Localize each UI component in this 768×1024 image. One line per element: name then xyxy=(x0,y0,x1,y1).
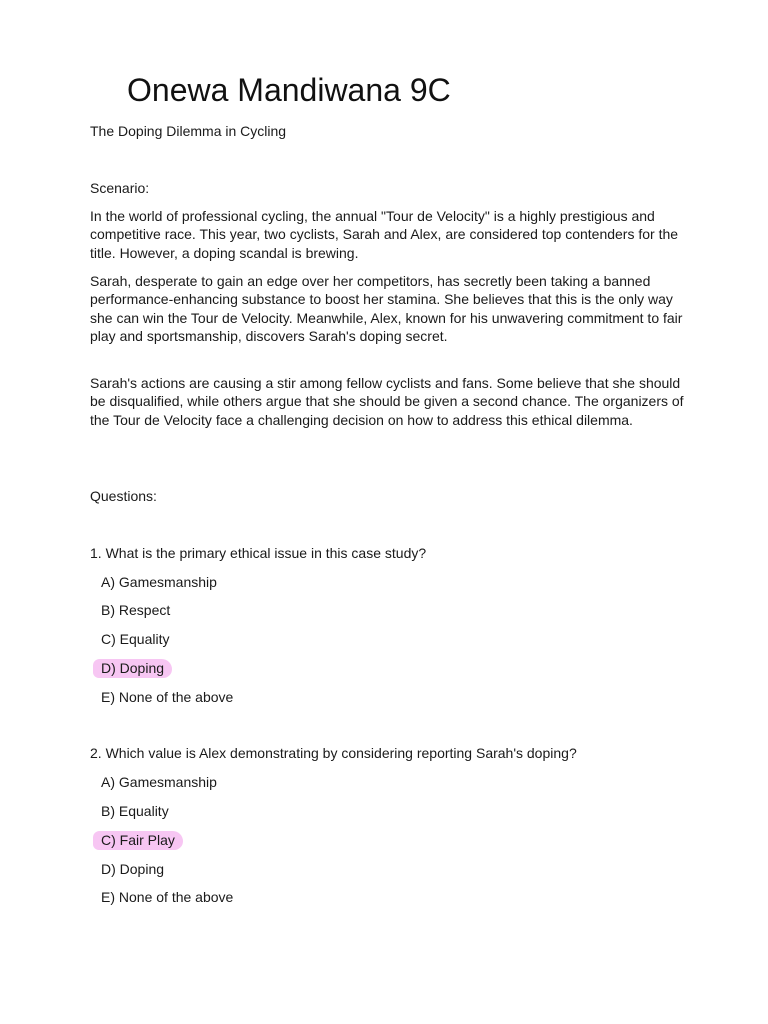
question-1-option-c xyxy=(101,629,169,649)
scenario-paragraph: Sarah's actions are causing a stir among fellow cyclists and fans. Some believe that she should be disqualified, while others argue that she should be given a second chance. The organizers of the Tour de Velocity face a challenging decision on how to address this ethical dilemma. xyxy=(90,375,684,428)
option-label: A) Gamesmanship xyxy=(101,574,217,590)
question-2-option-e xyxy=(101,887,233,907)
option-label: B) Respect xyxy=(101,602,171,618)
option-label: D) Doping xyxy=(101,861,165,877)
questions-label: Questions: xyxy=(90,488,157,504)
option-label: B) Equality xyxy=(101,803,169,819)
highlighted-answer: C) Fair Play xyxy=(93,831,183,850)
question-1-option-d xyxy=(101,658,172,678)
question-1-option-a xyxy=(101,572,217,592)
student-name-heading: Onewa Mandiwana 9C xyxy=(127,72,451,108)
question-2-option-a xyxy=(101,772,217,792)
option-label: E) None of the above xyxy=(101,689,234,705)
question-2-option-d xyxy=(101,859,164,879)
question-1-option-b xyxy=(101,600,170,620)
option-label: A) Gamesmanship xyxy=(101,774,217,790)
question-2-text: 2. Which value is Alex demonstrating by considering reporting Sarah's doping? xyxy=(90,745,577,761)
scenario-label: Scenario: xyxy=(90,180,150,196)
question-1-text: 1. What is the primary ethical issue in this case study? xyxy=(90,545,427,561)
scenario-paragraph: Sarah, desperate to gain an edge over her competitors, has secretly been taking a banned performance-enhancing substance to boost her stamina. She believes that this is the only way she can win the Tour de Velocity. Meanwhile, Alex, known for his unwavering commitment to fair play and sportsmanship, discovers Sarah's doping secret. xyxy=(90,273,683,344)
question-2-option-b xyxy=(101,801,169,821)
question-2-option-c xyxy=(101,830,183,850)
question-1-option-e xyxy=(101,687,233,707)
option-label: C) Equality xyxy=(101,631,170,647)
scenario-paragraph: In the world of professional cycling, the annual "Tour de Velocity" is a highly prestigious and competitive race. This year, two cyclists, Sarah and Alex, are considered top contenders for the title. However, a doping scandal is brewing. xyxy=(90,208,679,261)
option-label: E) None of the above xyxy=(101,889,234,905)
highlighted-answer: D) Doping xyxy=(93,659,172,678)
document-title: The Doping Dilemma in Cycling xyxy=(90,123,287,139)
